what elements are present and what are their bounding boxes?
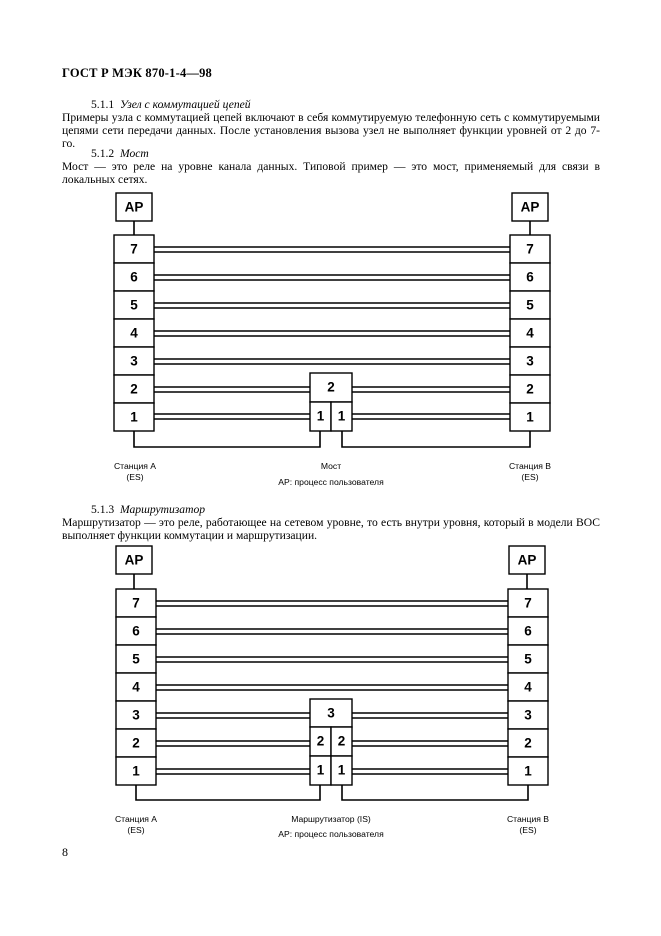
- layer-7-a: 7: [132, 595, 140, 611]
- bridge-diagram: [0, 180, 661, 500]
- layer-1-a: 1: [132, 763, 140, 779]
- layer-1-a: 1: [130, 409, 138, 425]
- layer-5-b: 5: [526, 297, 534, 313]
- station-b-type: (ES): [521, 472, 539, 482]
- layer-5-a: 5: [132, 651, 140, 667]
- section-number: 5.1.1: [91, 98, 115, 111]
- layer-6-b: 6: [524, 623, 532, 639]
- section-number: 5.1.2: [91, 147, 115, 160]
- relay-layer-1-left: 1: [316, 408, 325, 424]
- ap-label-a: AP: [124, 199, 144, 215]
- legend-ap: AP: процесс пользователя: [278, 829, 384, 839]
- section-number: 5.1.3: [91, 503, 115, 516]
- layer-2-b: 2: [526, 381, 534, 397]
- layer-4-b: 4: [524, 679, 532, 695]
- station-b-stack: [510, 235, 550, 431]
- layer-3-a: 3: [132, 707, 140, 723]
- layer-3-b: 3: [526, 353, 534, 369]
- layer-7-b: 7: [526, 241, 534, 257]
- station-b-label: Станция В: [508, 461, 552, 471]
- relay-layer-1-right: 1: [337, 762, 346, 778]
- bridge-relay: [310, 373, 352, 431]
- layer-2-a: 2: [132, 735, 140, 751]
- section-5-1-2-text: Мост — это реле на уровне канала данных. Типовой пример — это мост, применяемый для связи в локальных сетях.: [62, 160, 600, 186]
- layer-6-b: 6: [526, 269, 534, 285]
- section-5-1-3-heading: [91, 503, 205, 516]
- physical-links: [134, 431, 530, 447]
- layer-2-a: 2: [130, 381, 138, 397]
- ap-label-b: AP: [517, 552, 537, 568]
- section-5-1-3-text: Маршрутизатор — это реле, работающее на сетевом уровне, то есть внутри уровня, который в модели ВОС выполняет функции коммутации и маршрутизации.: [62, 516, 600, 542]
- section-title: Мост: [119, 147, 149, 160]
- station-b-stack: [508, 589, 548, 785]
- layer-4-b: 4: [526, 325, 534, 341]
- section-5-1-1-text: Примеры узла с коммутацией цепей включают в себя коммутируемую телефонную сеть с коммутируемыми цепями сети передачи данных. После установления вызова узел не выполняет функции уровней от 2 до 7-го.: [62, 111, 600, 150]
- section-title: Маршрутизатор: [119, 503, 206, 516]
- legend-ap: AP: процесс пользователя: [278, 477, 384, 487]
- section-title: Узел с коммутацией цепей: [119, 98, 251, 111]
- section-5-1-2-heading: [91, 147, 149, 160]
- station-b-label: Станция В: [506, 814, 550, 824]
- relay-layer-1-right: 1: [337, 408, 346, 424]
- station-a-stack: [114, 235, 154, 431]
- ap-label-b: AP: [520, 199, 540, 215]
- router-diagram: [0, 535, 661, 845]
- station-b-type: (ES): [519, 825, 537, 835]
- router-relay: [310, 699, 352, 785]
- station-a-type: (ES): [127, 825, 145, 835]
- layer-5-a: 5: [130, 297, 138, 313]
- relay-layer-3: 3: [327, 705, 335, 721]
- layer-6-a: 6: [132, 623, 140, 639]
- layer-4-a: 4: [130, 325, 138, 341]
- ap-label-a: AP: [124, 552, 144, 568]
- station-a-type: (ES): [126, 472, 144, 482]
- layer-3-b: 3: [524, 707, 532, 723]
- document-header: ГОСТ Р МЭК 870-1-4—98: [62, 66, 213, 80]
- relay-layer-2-left: 2: [316, 733, 325, 749]
- relay-layer-1-left: 1: [316, 762, 325, 778]
- section-5-1-1-heading: [91, 98, 251, 111]
- layer-6-a: 6: [130, 269, 138, 285]
- layer-7-a: 7: [130, 241, 138, 257]
- page-number: 8: [62, 845, 68, 859]
- router-label: Маршрутизатор (IS): [291, 814, 371, 824]
- physical-links: [136, 785, 528, 800]
- station-a-stack: [116, 589, 156, 785]
- layer-3-a: 3: [130, 353, 138, 369]
- layer-7-b: 7: [524, 595, 532, 611]
- layer-2-b: 2: [524, 735, 532, 751]
- station-a-label: Станция А: [113, 461, 157, 471]
- relay-layer-2-right: 2: [337, 733, 346, 749]
- station-a-label: Станция А: [114, 814, 158, 824]
- layer-4-a: 4: [132, 679, 140, 695]
- relay-layer-2: 2: [327, 379, 335, 395]
- layer-1-b: 1: [526, 409, 534, 425]
- bridge-label: Мост: [320, 461, 342, 471]
- layer-1-b: 1: [524, 763, 532, 779]
- layer-5-b: 5: [524, 651, 532, 667]
